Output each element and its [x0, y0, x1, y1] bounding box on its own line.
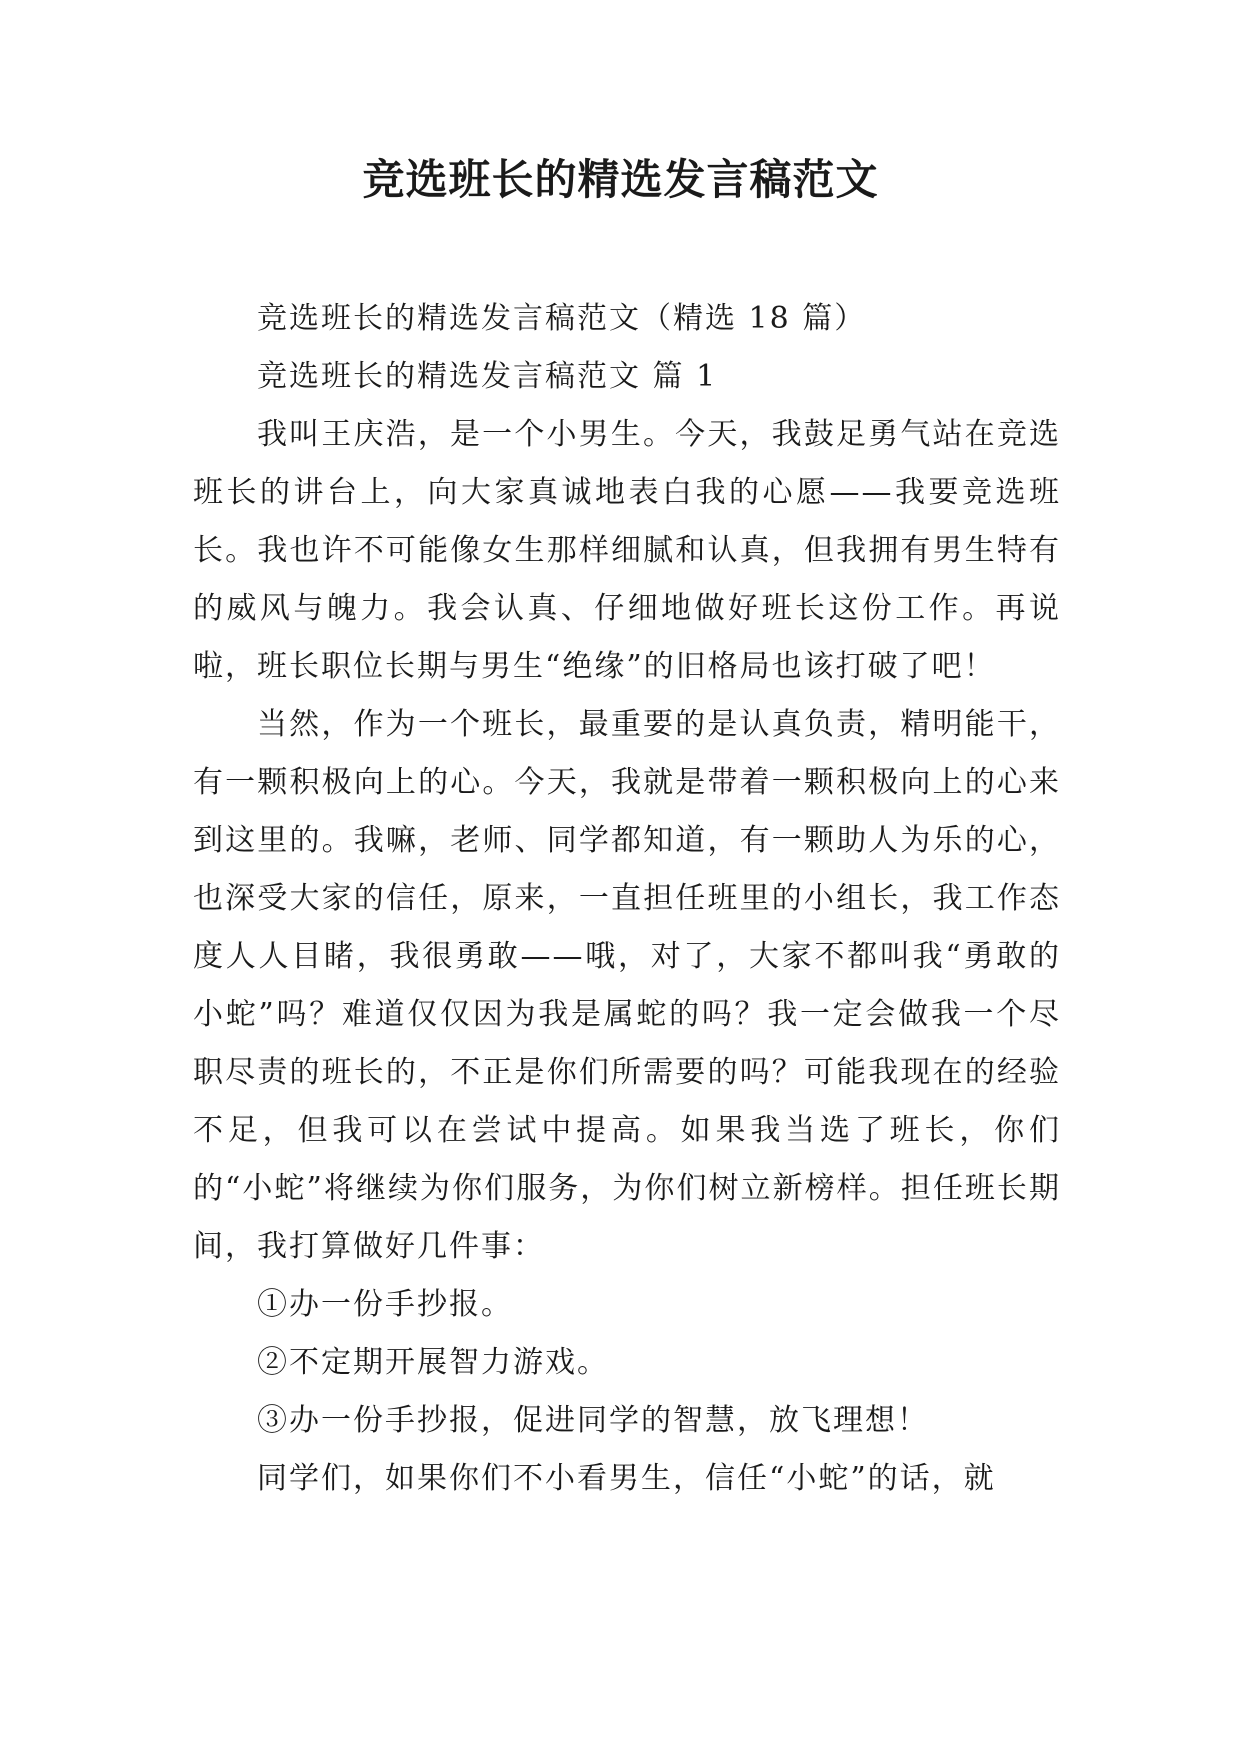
list-item-3: ③办一份手抄报，促进同学的智慧，放飞理想！ [257, 1403, 929, 1438]
list-item-2: ②不定期开展智力游戏。 [257, 1345, 609, 1380]
document-subtitle: 竞选班长的精选发言稿范文（精选 18 篇） [257, 301, 867, 336]
list-item-1: ①办一份手抄报。 [257, 1287, 513, 1322]
closing-paragraph: 同学们，如果你们不小看男生，信任“小蛇”的话，就 [257, 1461, 996, 1496]
section-heading: 竞选班长的精选发言稿范文 篇 1 [257, 359, 718, 394]
paragraph-2: 当然，作为一个班长，最重要的是认真负责，精明能干，有一颗积极向上的心。今天，我就是带着一颗积极向上的心来到这里的。我嘛，老师、同学都知道，有一颗助人为乐的心，也深受大家的信任，原来，一直担任班里的小组长，我工作态度人人目睹，我很勇敢——哦，对了，大家不都叫我“勇敢的小蛇”吗？难道仅仅因为我是属蛇的吗？我一定会做我一个尽职尽责的班长的，不正是你们所需要的吗？可能我现在的经验不足，但我可以在尝试中提高。如果我当选了班长，你们的“小蛇”将继续为你们服务，为你们树立新榜样。担任班长期间，我打算做好几件事： [193, 707, 1061, 1264]
document-title: 竞选班长的精选发言稿范文 [362, 155, 879, 204]
paragraph-1: 我叫王庆浩，是一个小男生。今天，我鼓足勇气站在竞选班长的讲台上，向大家真诚地表白我的心愿——我要竞选班长。我也许不可能像女生那样细腻和认真，但我拥有男生特有的威风与魄力。我会认真、仔细地做好班长这份工作。再说啦，班长职位长期与男生“绝缘”的旧格局也该打破了吧！ [193, 417, 1061, 684]
document-body [193, 290, 1061, 1508]
